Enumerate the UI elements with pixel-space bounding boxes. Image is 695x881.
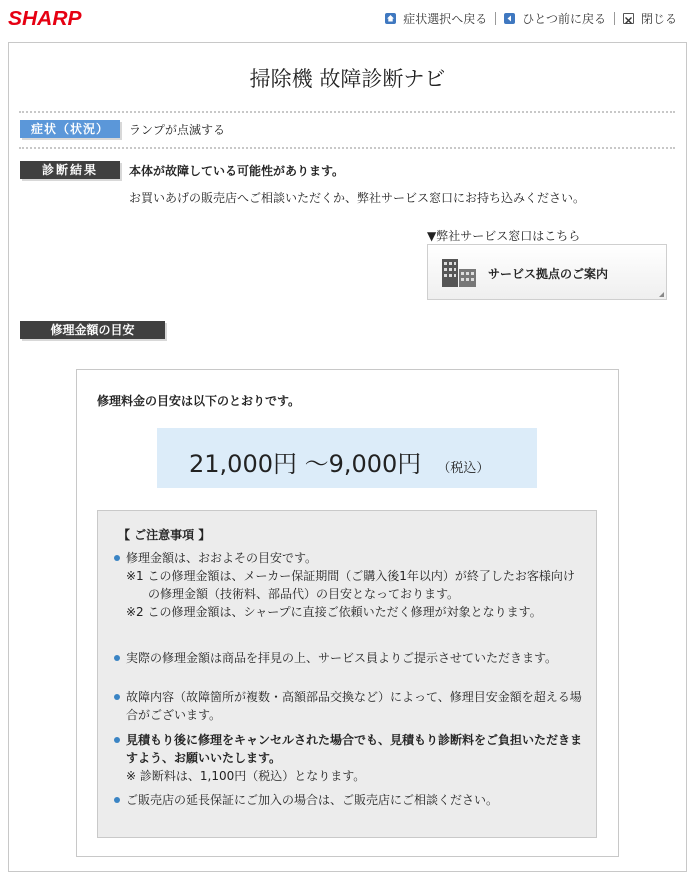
bullet-icon	[114, 737, 120, 743]
symptom-text: ランプが点滅する	[129, 123, 226, 137]
top-nav	[385, 10, 677, 27]
note-2: 実際の修理金額は商品を拝見の上、サービス員よりご提示させていただきます。	[126, 651, 558, 665]
bullet-icon	[114, 655, 120, 661]
header	[0, 0, 695, 36]
note-item	[126, 731, 586, 785]
home-icon	[385, 13, 396, 24]
corner-arrow-icon	[659, 292, 664, 297]
back-one-step-label: ひとつ前に戻る	[522, 12, 606, 26]
note-1-main: 修理金額は、おおよその目安です。	[126, 551, 318, 565]
dotted-divider	[19, 111, 675, 113]
diagnosis-tag: 診断結果	[20, 161, 120, 179]
back-to-symptoms-link[interactable]	[385, 10, 487, 27]
note-item	[126, 649, 586, 667]
back-icon	[504, 13, 515, 24]
back-to-symptoms-label: 症状選択へ戻る	[403, 12, 488, 26]
price-box	[76, 369, 619, 857]
dotted-divider	[19, 147, 675, 149]
notes-box	[97, 510, 597, 838]
close-icon	[623, 13, 634, 24]
close-link[interactable]	[623, 10, 677, 27]
note-4-main: 見積もり後に修理をキャンセルされた場合でも、見積もり診断料をご負担いただきますよう、お願いいたします。	[126, 733, 583, 765]
diagnosis-main: 本体が故障している可能性があります。	[129, 164, 345, 178]
diagnosis-panel	[8, 42, 687, 872]
price-range: 21,000円 〜9,000円	[189, 450, 422, 478]
notes-title: 【 ご注意事項 】	[118, 528, 211, 542]
page-title: 掃除機 故障診断ナビ	[249, 67, 446, 91]
bullet-icon	[114, 797, 120, 803]
note-item	[126, 549, 586, 621]
symptom-tag: 症状（状況）	[20, 120, 120, 138]
note-item	[126, 791, 586, 809]
building-icon	[442, 259, 476, 290]
sharp-logo[interactable]: SHARP	[8, 8, 82, 30]
note-4-sub: ※ 診断料は、1,100円（税込）となります。	[126, 769, 366, 783]
diagnosis-sub: お買いあげの販売店へご相談いただくか、弊社サービス窓口にお持ち込みください。	[129, 191, 586, 205]
service-locations-label: サービス拠点のご案内	[488, 267, 609, 281]
price-tax: （税込）	[437, 461, 490, 476]
note-item	[126, 688, 586, 724]
repair-cost-tag: 修理金額の目安	[20, 321, 165, 339]
bullet-icon	[114, 694, 120, 700]
service-caption: ▼弊社サービス窓口はこちら	[427, 229, 581, 243]
bullet-icon	[114, 555, 120, 561]
price-band	[157, 428, 537, 488]
nav-divider	[495, 12, 496, 25]
price-intro: 修理料金の目安は以下のとおりです。	[97, 394, 301, 408]
nav-divider	[614, 12, 615, 25]
note-3: 故障内容（故障箇所が複数・高額部品交換など）によって、修理目安金額を超える場合がございます。	[126, 690, 582, 722]
close-label: 閉じる	[640, 12, 677, 26]
note-5: ご販売店の延長保証にご加入の場合は、ご販売店にご相談ください。	[126, 793, 499, 807]
back-one-step-link[interactable]	[504, 10, 606, 27]
price-amount	[189, 444, 489, 479]
note-1-sub1: ※1 この修理金額は、メーカー保証期間（ご購入後1年以内）が終了したお客様向けの修理金額（技術料、部品代）の目安となっております。	[126, 569, 575, 601]
note-1-sub2: ※2 この修理金額は、シャープに直接ご依頼いただく修理が対象となります。	[126, 605, 542, 619]
service-locations-button[interactable]	[427, 244, 667, 300]
